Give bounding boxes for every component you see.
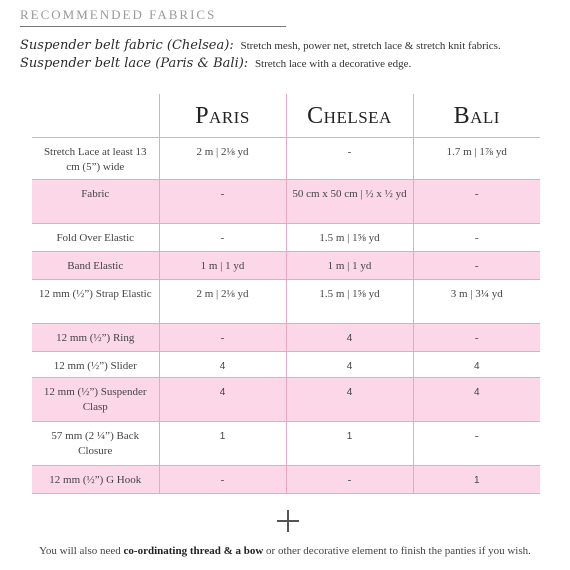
heading-underline — [20, 26, 286, 27]
footer-note — [0, 545, 570, 557]
paris-cell: 2 m | 2⅛ yd — [159, 279, 286, 323]
paris-cell: - — [159, 179, 286, 223]
paris-cell: 4 — [159, 351, 286, 377]
table-row — [32, 421, 540, 465]
chelsea-cell: 50 cm x 50 cm | ½ x ½ yd — [286, 179, 413, 223]
bali-cell: 4 — [413, 351, 540, 377]
chelsea-cell: 1.5 m | 1⅝ yd — [286, 279, 413, 323]
bali-cell: 1 — [413, 465, 540, 493]
paris-cell: - — [159, 323, 286, 351]
bali-cell: - — [413, 223, 540, 251]
chelsea-cell: 4 — [286, 323, 413, 351]
item-cell: 12 mm (½”) Suspender Clasp — [32, 377, 159, 421]
table-row — [32, 465, 540, 493]
item-cell: 12 mm (½”) Ring — [32, 323, 159, 351]
table-row — [32, 179, 540, 223]
fabric-note-text: Stretch mesh, power net, stretch lace & stretch knit fabrics. — [240, 40, 501, 52]
fabric-note-label: Suspender belt lace (Paris & Bali): — [20, 56, 249, 71]
item-cell: Stretch Lace at least 13 cm (5”) wide — [32, 137, 159, 179]
table-corner — [32, 94, 159, 137]
item-cell: Fold Over Elastic — [32, 223, 159, 251]
table-row — [32, 251, 540, 279]
table-row — [32, 223, 540, 251]
plus-icon — [277, 510, 299, 532]
table-row — [32, 323, 540, 351]
chelsea-cell: 1 — [286, 421, 413, 465]
footer-text-before: You will also need — [39, 545, 124, 557]
bali-cell: 3 m | 3¼ yd — [413, 279, 540, 323]
item-cell: Fabric — [32, 179, 159, 223]
fabric-note-belt-lace — [20, 56, 411, 71]
table-row — [32, 279, 540, 323]
table-row — [32, 137, 540, 179]
column-header-chelsea: Chelsea — [286, 94, 413, 137]
paris-cell: - — [159, 223, 286, 251]
item-cell: 12 mm (½”) G Hook — [32, 465, 159, 493]
paris-cell: 2 m | 2⅛ yd — [159, 137, 286, 179]
column-header-bali: Bali — [413, 94, 540, 137]
item-cell: 57 mm (2 ¼”) Back Closure — [32, 421, 159, 465]
item-cell: Band Elastic — [32, 251, 159, 279]
bali-cell: 4 — [413, 377, 540, 421]
section-heading: RECOMMENDED FABRICS — [20, 7, 217, 22]
fabric-note-label: Suspender belt fabric (Chelsea): — [20, 38, 234, 53]
table-row — [32, 377, 540, 421]
paris-cell: - — [159, 465, 286, 493]
footer-text-after: or other decorative element to finish the panties if you wish. — [263, 545, 531, 557]
paris-cell: 1 m | 1 yd — [159, 251, 286, 279]
paris-cell: 4 — [159, 377, 286, 421]
chelsea-cell: - — [286, 137, 413, 179]
item-cell: 12 mm (½”) Slider — [32, 351, 159, 377]
chelsea-cell: 1.5 m | 1⅝ yd — [286, 223, 413, 251]
bali-cell: - — [413, 323, 540, 351]
bali-cell: - — [413, 251, 540, 279]
bali-cell: 1.7 m | 1⅞ yd — [413, 137, 540, 179]
chelsea-cell: - — [286, 465, 413, 493]
column-header-paris: Paris — [159, 94, 286, 137]
fabric-note-text: Stretch lace with a decorative edge. — [254, 58, 412, 70]
table-row — [32, 351, 540, 377]
fabric-note-belt-fabric — [20, 38, 501, 53]
bali-cell: - — [413, 421, 540, 465]
chelsea-cell: 4 — [286, 351, 413, 377]
bali-cell: - — [413, 179, 540, 223]
item-cell: 12 mm (½”) Strap Elastic — [32, 279, 159, 323]
paris-cell: 1 — [159, 421, 286, 465]
chelsea-cell: 4 — [286, 377, 413, 421]
requirements-table — [32, 94, 540, 494]
footer-text-bold: co-ordinating thread & a bow — [123, 545, 264, 557]
chelsea-cell: 1 m | 1 yd — [286, 251, 413, 279]
